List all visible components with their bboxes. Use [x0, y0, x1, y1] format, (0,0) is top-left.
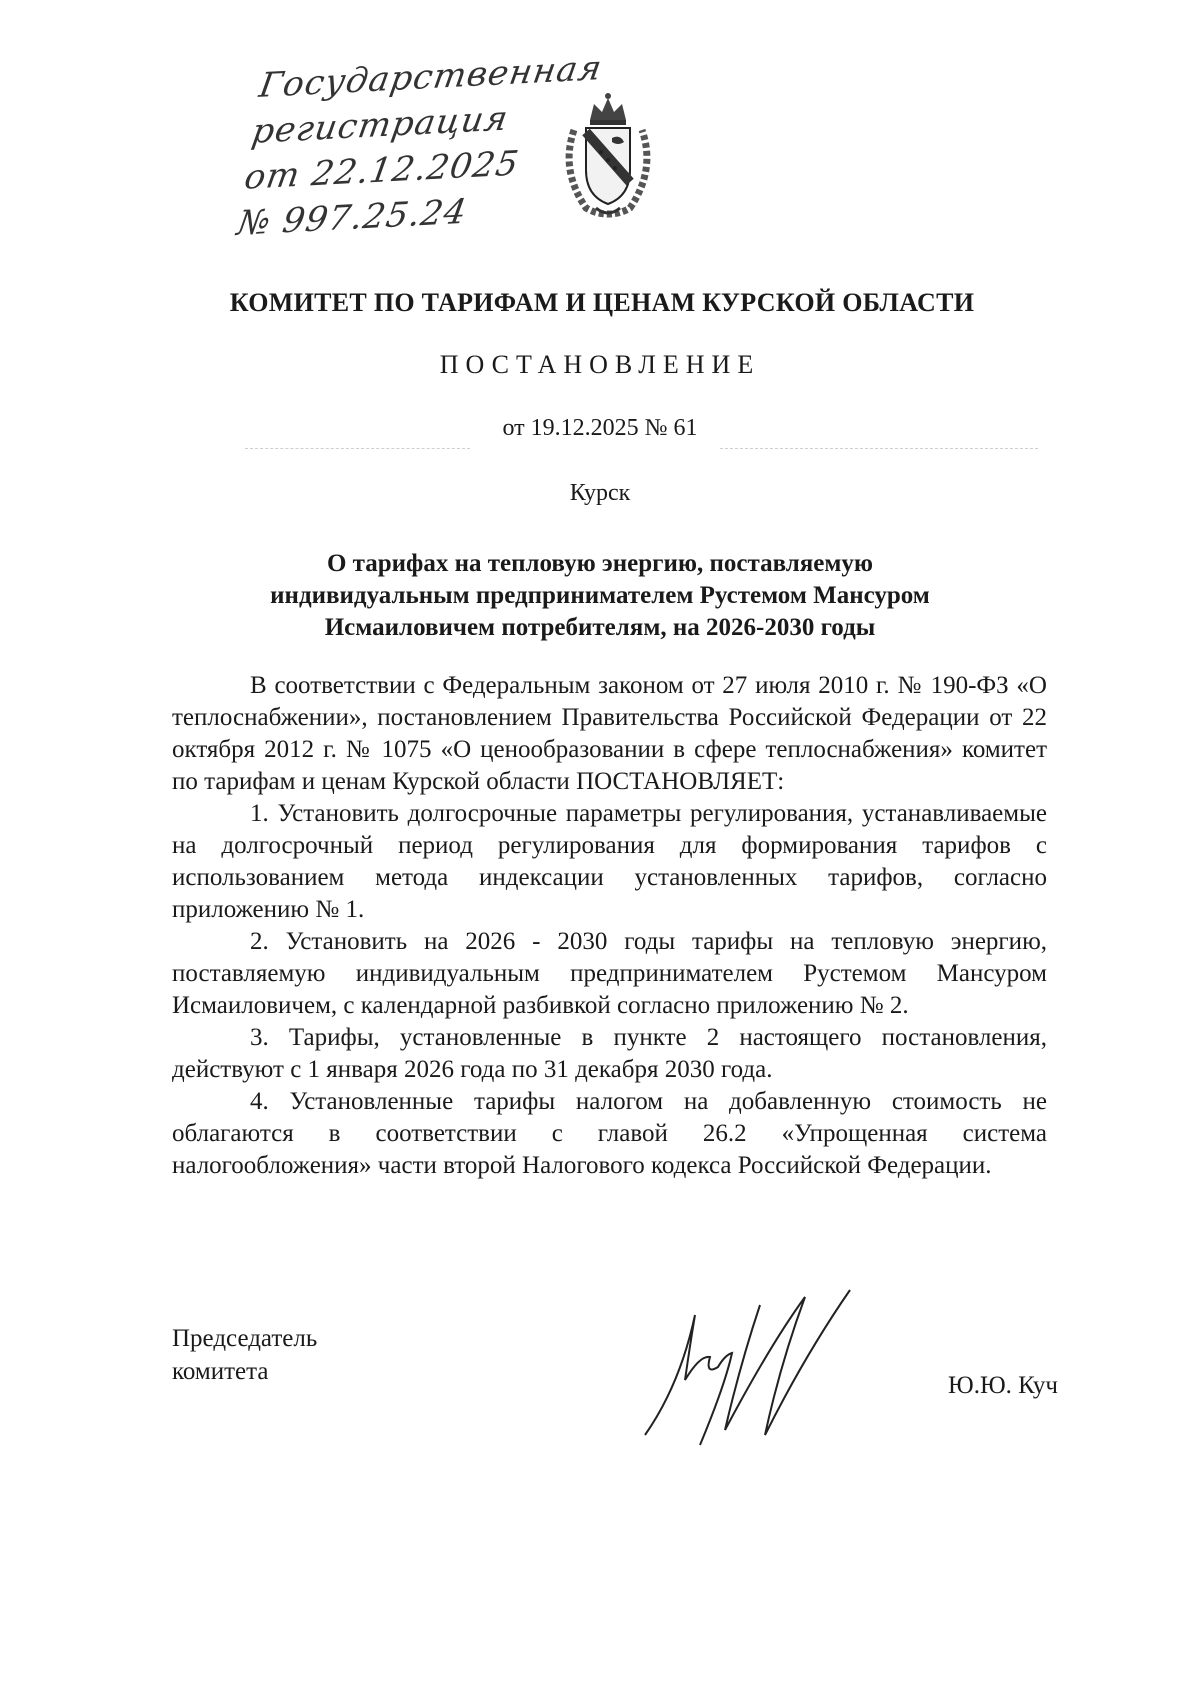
document-body	[172, 670, 1047, 1182]
divider	[720, 448, 1038, 449]
document-subject	[220, 548, 980, 644]
registration-note-line: № 997.25.24	[234, 191, 470, 244]
divider	[245, 448, 470, 449]
document-date-number: от 19.12.2025 № 61	[502, 415, 698, 441]
registration-note	[234, 47, 606, 246]
signature-icon	[640, 1285, 940, 1455]
body-item: 1. Установить долгосрочные параметры регулирования, устанавливаемые на долгосрочный период регулирования для формирования тарифов с использованием метода индексации установленных тарифов, согласно приложению № 1.	[172, 800, 1047, 923]
registration-note-line: от 22.12.2025	[241, 143, 522, 198]
registration-note-line: Государственная	[256, 48, 606, 106]
signer-position-line: комитета	[172, 1358, 269, 1385]
agency-title: КОМИТЕТ ПО ТАРИФАМ И ЦЕНАМ КУРСКОЙ ОБЛАСТИ	[229, 288, 975, 317]
signer-name: Ю.Ю. Куч	[948, 1372, 1059, 1399]
document-city: Курск	[569, 480, 631, 506]
subject-line: О тарифах на тепловую энергию, поставляемую	[326, 550, 874, 577]
signer-position-line: Председатель	[172, 1325, 318, 1352]
body-item: 4. Установленные тарифы налогом на добавленную стоимость не облагаются в соответствии с главой 26.2 «Упрощенная система налогообложения» части второй Налогового кодекса Российской Федерации.	[172, 1088, 1047, 1179]
subject-line: индивидуальным предпринимателем Рустемом Мансуром	[270, 582, 930, 609]
document-type: ПОСТАНОВЛЕНИЕ	[439, 350, 761, 379]
registration-note-line: регистрация	[249, 98, 512, 152]
preamble-paragraph: В соответствии с Федеральным законом от 27 июля 2010 г. № 190-ФЗ «О теплоснабжении», постановлением Правительства Российской Федерации от 22 октября 2012 г. № 1075 «О ценообразовании в сфере теплоснабжения» комитет по тарифам и ценам Курской области ПОСТАНОВЛЯЕТ:	[172, 672, 1047, 795]
subject-line: Исмаиловичем потребителям, на 2026-2030 годы	[324, 614, 876, 641]
body-item: 3. Тарифы, установленные в пункте 2 настоящего постановления, действуют с 1 января 2026 года по 31 декабря 2030 года.	[172, 1024, 1047, 1083]
signer-position	[172, 1322, 317, 1388]
coat-of-arms-icon	[556, 90, 660, 220]
body-item: 2. Установить на 2026 - 2030 годы тарифы на тепловую энергию, поставляемую индивидуальным предпринимателем Рустемом Мансуром Исмаиловичем, с календарной разбивкой согласно приложению № 2.	[172, 928, 1047, 1019]
